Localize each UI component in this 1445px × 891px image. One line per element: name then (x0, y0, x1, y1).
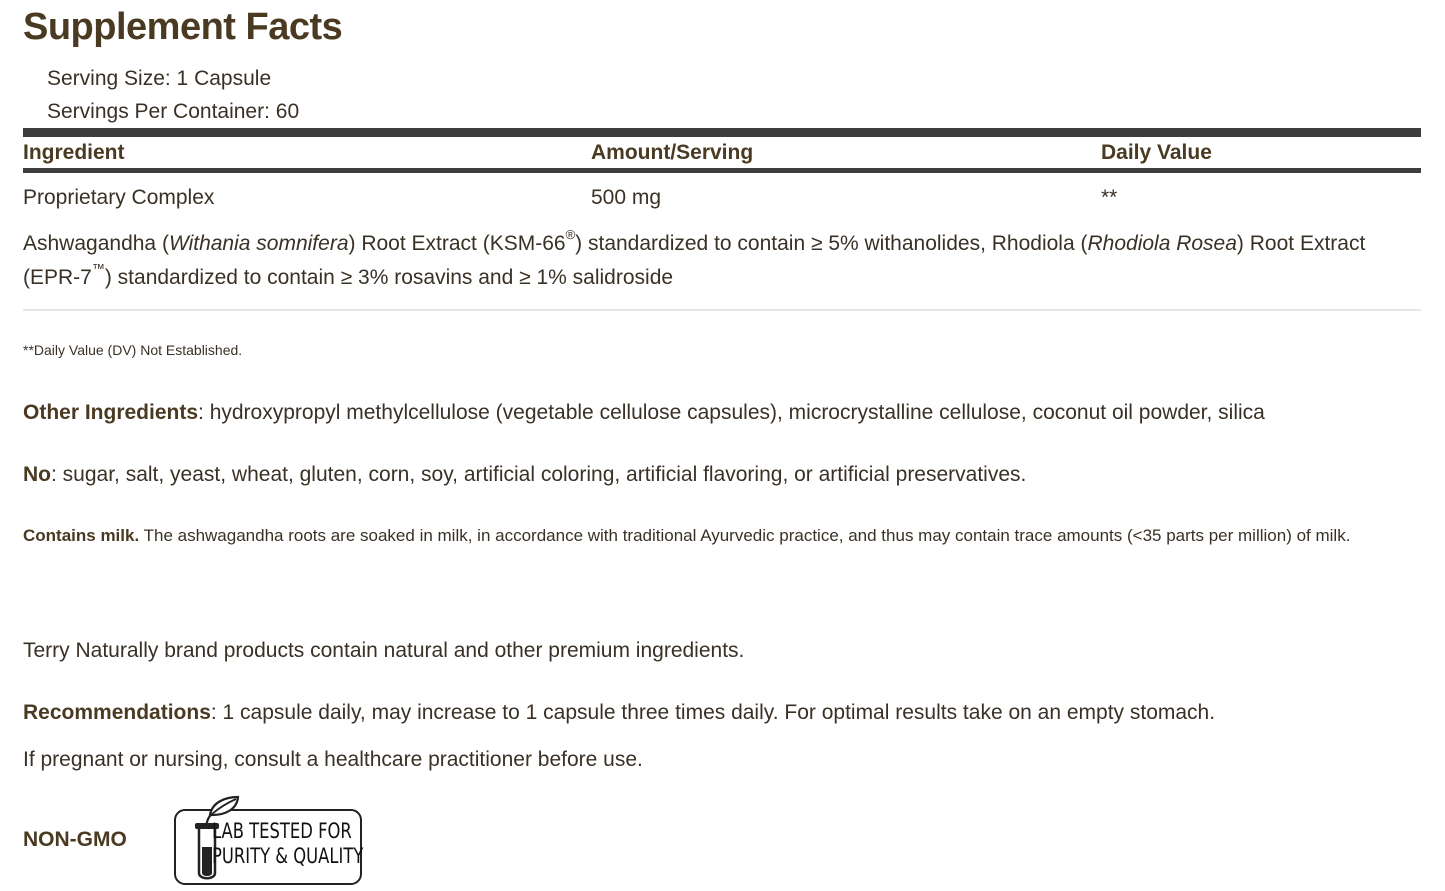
serving-size: Serving Size: 1 Capsule (47, 67, 272, 90)
table-header-rule (23, 168, 1421, 173)
header-daily-value: Daily Value (1101, 141, 1212, 164)
non-gmo-label: NON-GMO (23, 828, 127, 851)
milk-label: Contains milk. (23, 526, 140, 545)
lab-tested-badge (172, 795, 362, 885)
ingredient-description: Ashwagandha (Withania somnifera) Root Extract (KSM-66®) standardized to contain ≥ 5% withanolides, Rhodiola (Rhodiola Rosea) Root Extract (EPR-7™) standardized to contain ≥ 3% rosavins and ≥ 1% salidroside (23, 227, 1366, 289)
recommendations-label: Recommendations (23, 701, 211, 724)
row-amount: 500 mg (591, 186, 662, 209)
badge-line-1: LAB TESTED FOR (212, 819, 352, 843)
row-daily-value: ** (1101, 186, 1118, 209)
milk-allergen-statement: Contains milk. The ashwagandha roots are soaked in milk, in accordance with traditional Ayurvedic practice, and thus may contain trace amounts (<35 parts per million) of milk. (23, 526, 1351, 545)
servings-per-container: Servings Per Container: 60 (47, 100, 300, 123)
free-from-label: No (23, 463, 51, 486)
badge-text (212, 819, 363, 869)
table-bottom-rule (23, 309, 1421, 311)
table-top-rule (23, 128, 1421, 137)
page-title: Supplement Facts (23, 6, 343, 48)
row-ingredient: Proprietary Complex (23, 186, 215, 209)
other-ingredients: Other Ingredients: hydroxypropyl methylcellulose (vegetable cellulose capsules), microcrystalline cellulose, coconut oil powder, silica (23, 401, 1265, 424)
free-from-statement: No: sugar, salt, yeast, wheat, gluten, corn, soy, artificial coloring, artificial flavoring, or artificial preservatives. (23, 463, 1027, 486)
badge-line-2: PURITY & QUALITY (212, 844, 364, 868)
recommendations: Recommendations: 1 capsule daily, may increase to 1 capsule three times daily. For optimal results take on an empty stomach. (23, 701, 1216, 724)
other-ingredients-label: Other Ingredients (23, 401, 199, 424)
header-ingredient: Ingredient (23, 141, 125, 164)
brand-statement: Terry Naturally brand products contain natural and other premium ingredients. (23, 639, 745, 662)
header-amount: Amount/Serving (591, 141, 754, 164)
pregnancy-warning: If pregnant or nursing, consult a healthcare practitioner before use. (23, 748, 643, 771)
daily-value-footnote: **Daily Value (DV) Not Established. (23, 342, 243, 358)
